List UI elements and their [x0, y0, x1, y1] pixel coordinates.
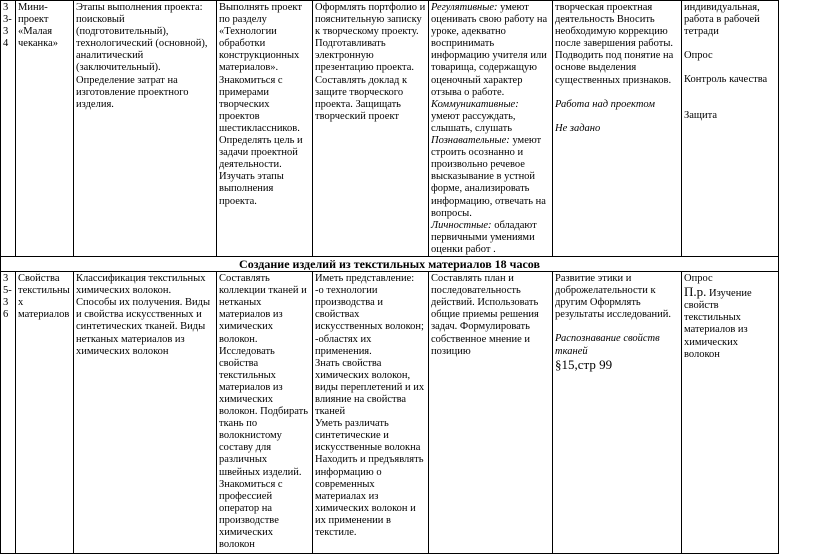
control-survey: Опрос [684, 273, 713, 285]
communicative-label: Коммуникативные: [431, 98, 519, 110]
personal-text: обладают первичными умениями оценки работ . [431, 219, 537, 255]
student-activity-cell: Составлять коллекции тканей и нетканых материалов из химических волокон. Исследовать свойства текстильных материалов из химических волокон. Подбирать ткань по волокнистому составу для различных швейных изделий. Знакомиться с профессией оператор на производстве химических волокон [217, 272, 313, 554]
cognitive-text: умеют строить осознанно и произвольно речевое высказывание в устной форме, анализировать информацию, отвечать на вопросы. [431, 135, 546, 219]
control-form: индивидуальная, работа в рабочей тетради [684, 2, 760, 38]
communicative-text: умеют рассуждать, слышать, слушать [431, 110, 516, 134]
control-cell [682, 1, 779, 257]
personal-label: Личностные: [431, 219, 492, 231]
student-activity-cell: Выполнять проект по разделу «Технологии обработки конструкционных материалов». Знакомиться с примерами творческих проектов шестиклассников. Определять цель и задачи проектной деятельности. Изучать этапы выполнения проекта. [217, 1, 313, 257]
control-quality: Контроль качества [684, 74, 768, 86]
section-row [1, 256, 812, 271]
uud-cell [429, 1, 553, 257]
personal-results-cell: творческая проектная деятельность Вносить необходимую коррекцию после завершения работы. Подводить под понятие на основе выделения существенных признаков. Работа над проектом Не задано [553, 1, 682, 257]
subject-results-cell: Оформлять портфолио и пояснительную записку к творческому проекту. Подготавливать электронную презентацию проекта. Составлять доклад к защите творческого проекта. Защищать творческий проект [313, 1, 429, 257]
practical-work-label: П.р. [684, 284, 707, 300]
lesson-topic-cell: Мини-проект «Малая чеканка» [16, 1, 74, 257]
table-row [1, 1, 812, 257]
personal-results-cell: Развитие этики и доброжелательности к другим Оформлять результаты исследований. Распознавание свойств тканей §15,стр 99 [553, 272, 682, 554]
section-title: Создание изделий из текстильных материалов 18 часов [1, 256, 779, 271]
lesson-content-cell: Классификация текстильных химических волокон. Способы их получения. Виды и свойства искусственных и синтетических тканей. Виды нетканых материалов из химических волокон [74, 272, 217, 554]
control-cell [682, 272, 779, 554]
lesson-topic-cell: Свойства текстильных материалов [16, 272, 74, 554]
subject-results-cell: Иметь представление: -о технологии производства и свойствах искусственных волокон; -областях их применения. Знать свойства химических волокон, виды переплетений и их влияние на свойства тканей Уметь различать синтетические и искусственные волокна Находить и предъявлять информацию о современных материалах из химических волокон и их применении в текстиле. [313, 272, 429, 554]
regulative-label: Регулятивные: [431, 2, 498, 13]
practical-work-text: Изучение свойств текстильных материалов из химических волокон [684, 288, 752, 360]
lesson-content-cell: Этапы выполнения проекта: поисковый (подготовительный), технологический (основной), аналитический (заключительный). Определение затрат на изготовление проектного изделия. [74, 1, 217, 257]
control-survey: Опрос [684, 50, 713, 62]
cognitive-label: Познавательные: [431, 135, 510, 147]
uud-cell: Составлять план и последовательность действий. Использовать общие приемы решения задач. Формулировать собственное мнение и позицию [429, 272, 553, 554]
lesson-number-cell: 33-34 [1, 1, 16, 257]
homework-value: Не задано [555, 122, 601, 134]
regulative-text: умеют оценивать свою работу на уроке, адекватно воспринимать информацию учителя или товарища, содержащую оценочный характер отзыва о работе. [431, 2, 548, 98]
lesson-number-cell: 35-36 [1, 272, 16, 554]
homework-label: Распознавание свойств тканей [555, 333, 660, 357]
homework-label: Работа над проектом [555, 98, 655, 110]
homework-value: §15,стр 99 [555, 356, 613, 372]
table-row [1, 272, 812, 554]
control-defense: Защита [684, 110, 718, 122]
